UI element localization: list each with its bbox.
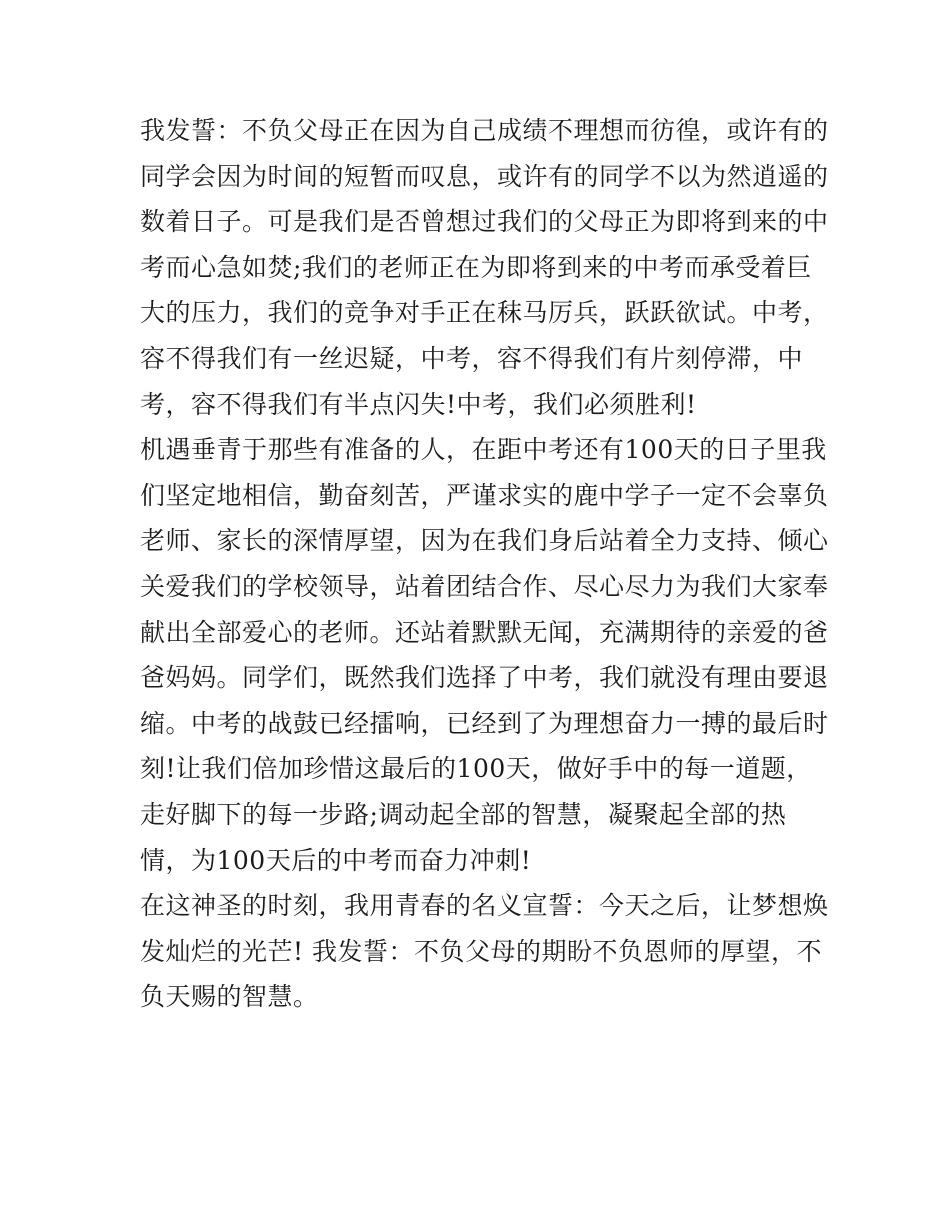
text-line: 大的压力，我们的竞争对手正在秣马厉兵，跃跃欲试。中考， xyxy=(140,298,829,328)
text-line: 走好脚下的每一步路;调动起全部的智慧，凝聚起全部的热 xyxy=(140,799,787,829)
text-line: 负天赐的智慧。 xyxy=(140,982,319,1012)
text-line: 情，为100天后的中考而奋力冲刺! xyxy=(140,845,532,875)
text-line: 献出全部爱心的老师。还站着默默无闻，充满期待的亲爱的爸 xyxy=(140,617,829,647)
text-line: 关爱我们的学校领导，站着团结合作、尽心尽力为我们大家奉 xyxy=(140,571,829,601)
paragraph-2 xyxy=(140,427,829,883)
text-line: 容不得我们有一丝迟疑，中考，容不得我们有片刻停滞，中 xyxy=(140,343,804,373)
document-body xyxy=(140,108,829,1020)
paragraph-3 xyxy=(140,883,829,1020)
text-line: 缩。中考的战鼓已经擂响，已经到了为理想奋力一搏的最后时 xyxy=(140,708,829,738)
text-line: 我发誓：不负父母正在因为自己成绩不理想而彷徨，或许有的 xyxy=(140,116,829,145)
text-line: 在这神圣的时刻，我用青春的名义宣誓：今天之后，让梦想焕 xyxy=(140,891,829,921)
text-line: 刻!让我们倍加珍惜这最后的100天，做好手中的每一道题， xyxy=(140,754,812,784)
text-line: 考，容不得我们有半点闪失!中考，我们必须胜利! xyxy=(140,389,697,419)
text-line: 数着日子。可是我们是否曾想过我们的父母正为即将到来的中 xyxy=(140,207,829,237)
text-line: 考而心急如焚;我们的老师正在为即将到来的中考而承受着巨 xyxy=(140,252,812,282)
text-line: 老师、家长的深情厚望，因为在我们身后站着全力支持、倾心 xyxy=(140,526,829,556)
text-line: 爸妈妈。同学们，既然我们选择了中考，我们就没有理由要退 xyxy=(140,663,829,693)
text-line: 同学会因为时间的短暂而叹息，或许有的同学不以为然逍遥的 xyxy=(140,161,829,191)
paragraph-1 xyxy=(140,108,829,427)
text-line: 发灿烂的光芒! 我发誓：不负父母的期盼不负恩师的厚望，不 xyxy=(140,936,822,966)
text-line: 机遇垂青于那些有准备的人，在距中考还有100天的日子里我 xyxy=(140,435,827,465)
text-line: 们坚定地相信，勤奋刻苦，严谨求实的鹿中学子一定不会辜负 xyxy=(140,480,829,510)
